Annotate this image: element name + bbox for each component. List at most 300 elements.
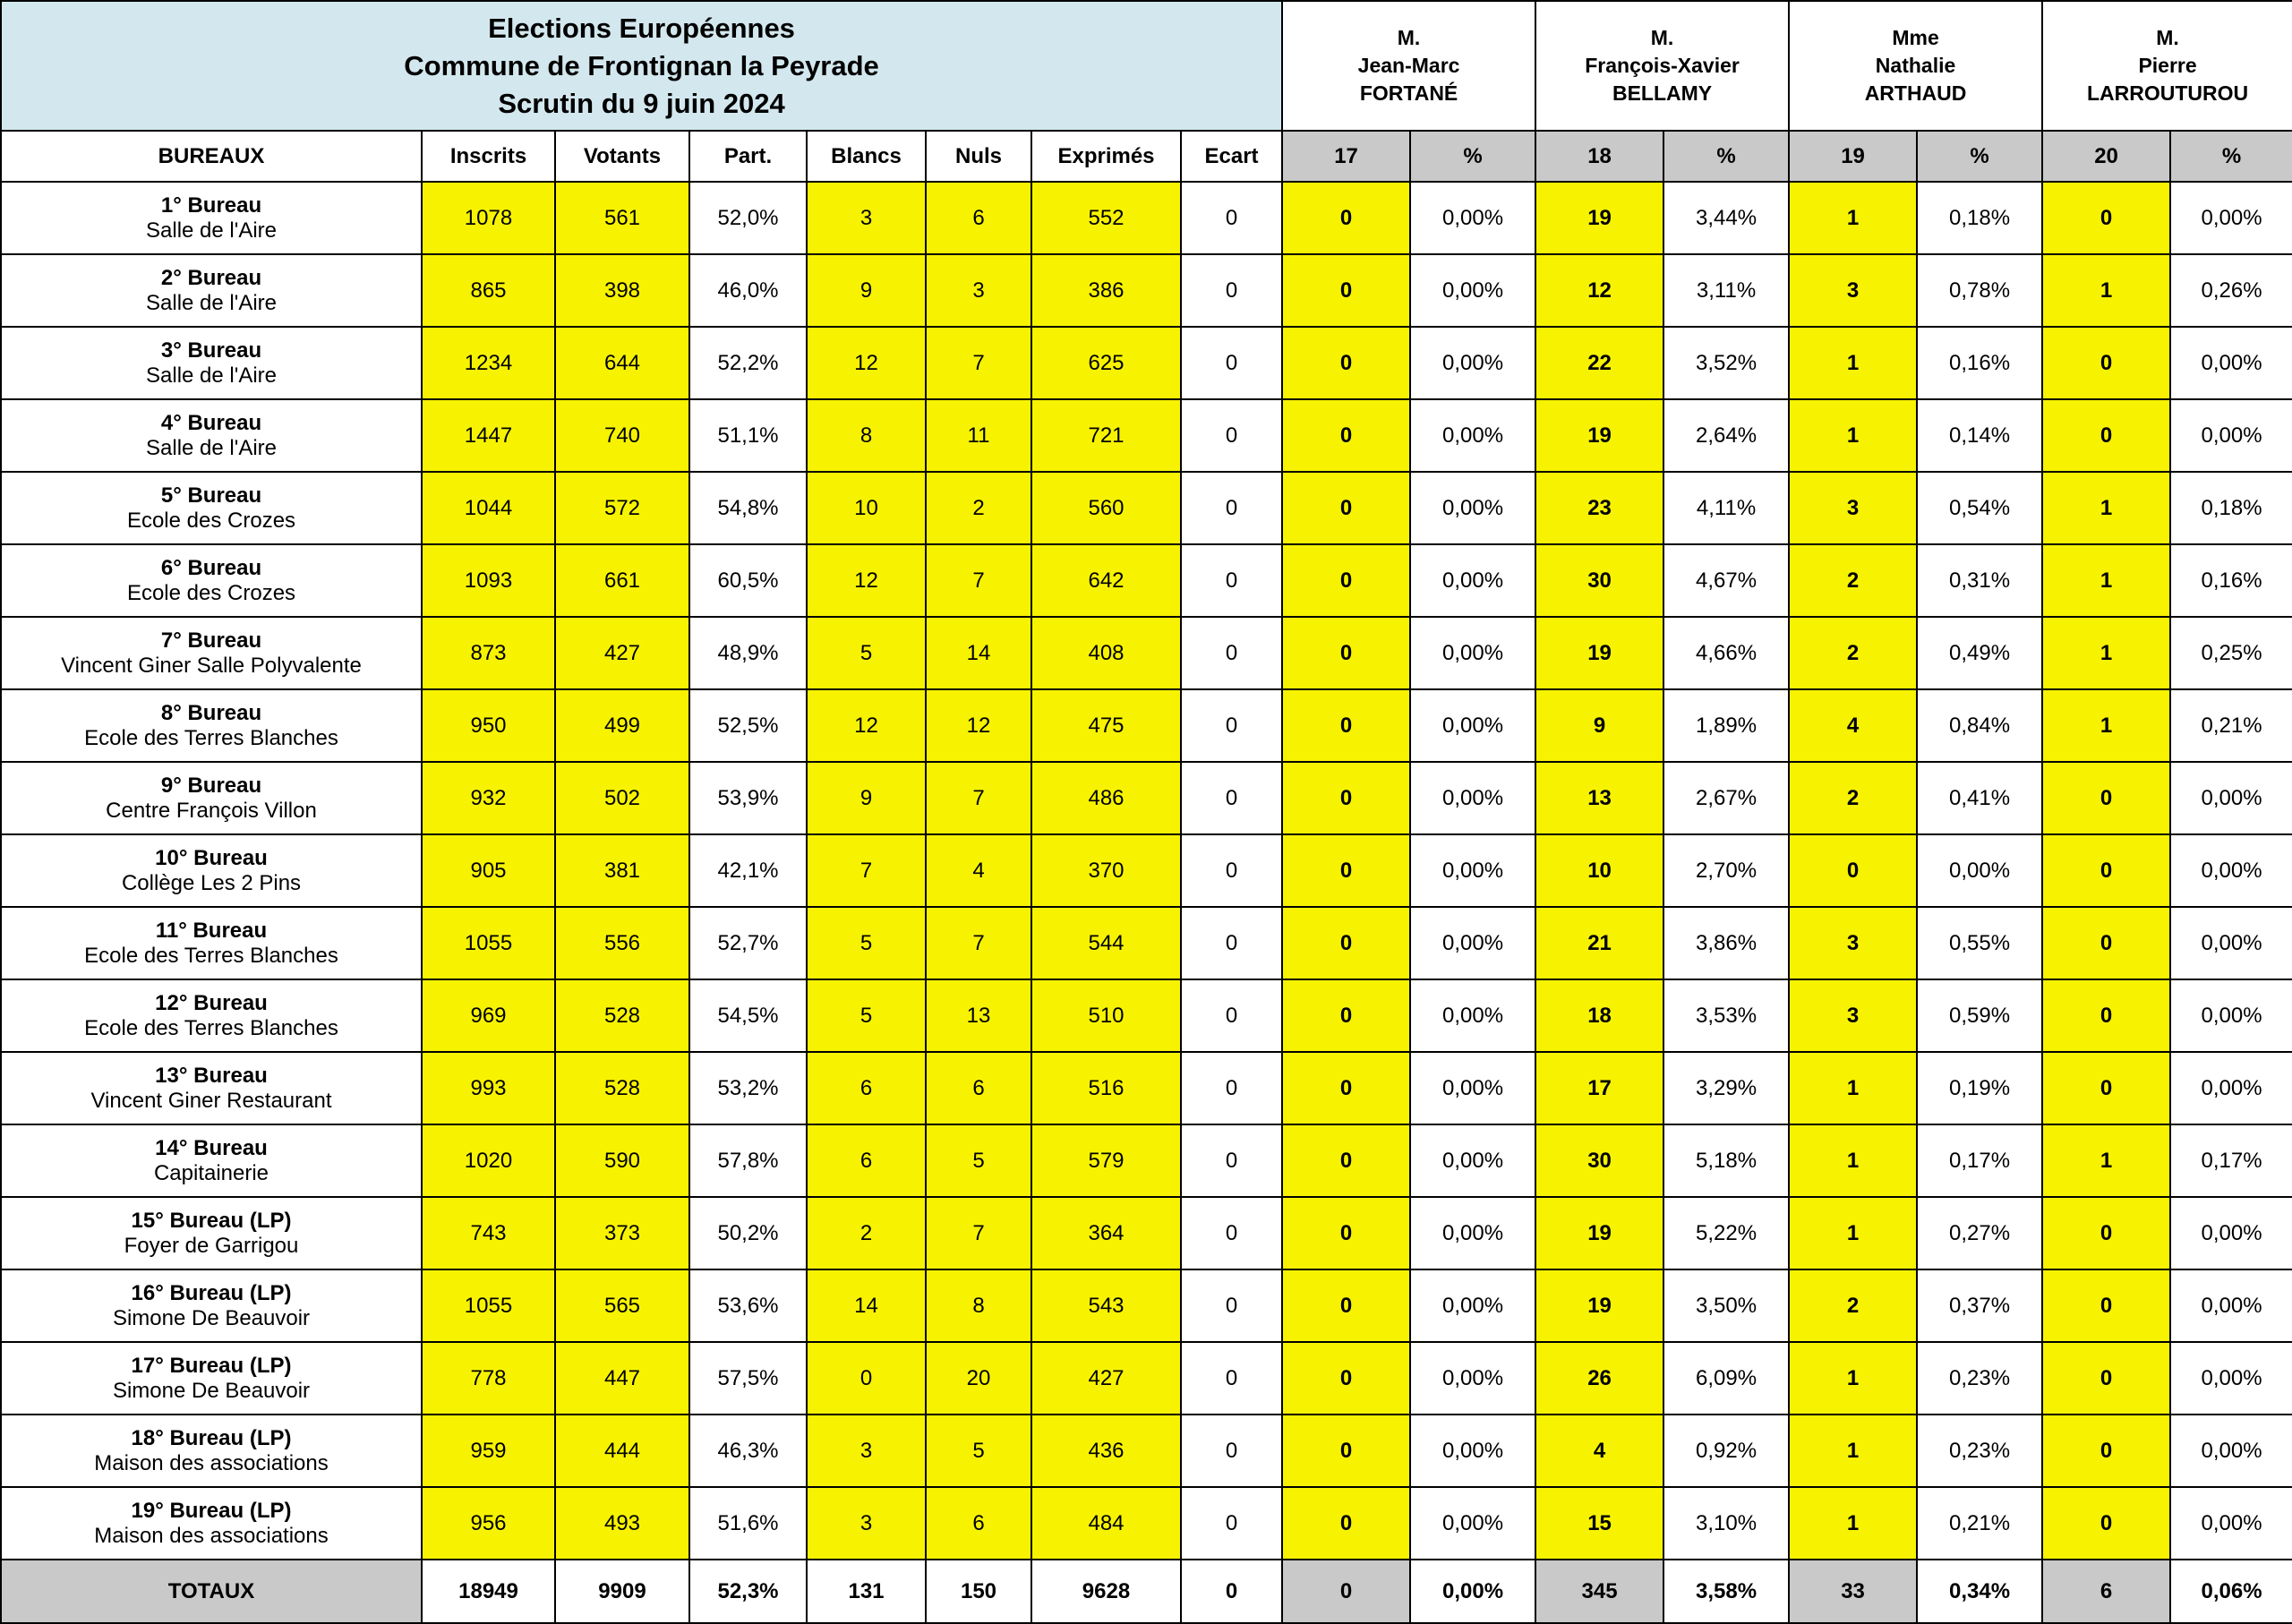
bureau-cell xyxy=(1,617,422,689)
candidate-civ: M. xyxy=(1650,26,1674,49)
cell-ecart: 0 xyxy=(1181,544,1282,617)
total-p19: 0,34% xyxy=(1917,1560,2042,1623)
title-line-2: Commune de Frontignan la Peyrade xyxy=(404,49,879,81)
cell-exprimes: 364 xyxy=(1031,1197,1181,1269)
cell-p17: 0,00% xyxy=(1410,1342,1535,1415)
bureau-cell xyxy=(1,1269,422,1342)
bureau-lp-tag: (LP) xyxy=(249,1208,292,1233)
candidate-header-17 xyxy=(1282,1,1535,131)
cell-p17: 0,00% xyxy=(1410,182,1535,254)
cell-inscrits: 778 xyxy=(422,1342,555,1415)
cell-c18: 26 xyxy=(1535,1342,1663,1415)
col-header-exprimes: Exprimés xyxy=(1031,131,1181,182)
bureau-name: Capitainerie xyxy=(153,1160,269,1185)
cell-ecart: 0 xyxy=(1181,472,1282,544)
cell-p17: 0,00% xyxy=(1410,1415,1535,1487)
cell-c17: 0 xyxy=(1282,1269,1410,1342)
cell-part: 51,1% xyxy=(689,399,807,472)
total-c17: 0 xyxy=(1282,1560,1410,1623)
cell-nuls: 7 xyxy=(926,327,1031,399)
cell-votants: 561 xyxy=(555,182,689,254)
candidate-last-name: FORTANÉ xyxy=(1359,81,1458,105)
cell-p19: 0,27% xyxy=(1917,1197,2042,1269)
cell-p18: 3,52% xyxy=(1663,327,1789,399)
cell-nuls: 12 xyxy=(926,689,1031,762)
bureau-cell xyxy=(1,979,422,1052)
cell-ecart: 0 xyxy=(1181,1415,1282,1487)
bureau-cell xyxy=(1,1487,422,1560)
cell-blancs: 3 xyxy=(807,1415,926,1487)
cell-c18: 23 xyxy=(1535,472,1663,544)
cell-p18: 4,11% xyxy=(1663,472,1789,544)
cell-exprimes: 642 xyxy=(1031,544,1181,617)
cell-c19: 1 xyxy=(1789,1487,1917,1560)
bureau-cell xyxy=(1,254,422,327)
col-header-number-17: 17 xyxy=(1282,131,1410,182)
cell-p19: 0,31% xyxy=(1917,544,2042,617)
cell-p17: 0,00% xyxy=(1410,617,1535,689)
cell-p17: 0,00% xyxy=(1410,1487,1535,1560)
cell-c17: 0 xyxy=(1282,979,1410,1052)
col-header-number-20: 20 xyxy=(2042,131,2170,182)
cell-c17: 0 xyxy=(1282,399,1410,472)
cell-c20: 1 xyxy=(2042,254,2170,327)
bureau-cell xyxy=(1,1342,422,1415)
cell-p17: 0,00% xyxy=(1410,1124,1535,1197)
cell-c17: 0 xyxy=(1282,762,1410,834)
cell-p17: 0,00% xyxy=(1410,1052,1535,1124)
cell-nuls: 5 xyxy=(926,1415,1031,1487)
cell-nuls: 6 xyxy=(926,1052,1031,1124)
cell-p18: 5,18% xyxy=(1663,1124,1789,1197)
table-row xyxy=(1,544,2292,617)
candidate-civ: M. xyxy=(2156,26,2179,49)
cell-p17: 0,00% xyxy=(1410,689,1535,762)
cell-p18: 2,67% xyxy=(1663,762,1789,834)
cell-ecart: 0 xyxy=(1181,1269,1282,1342)
cell-c20: 0 xyxy=(2042,327,2170,399)
cell-p19: 0,49% xyxy=(1917,617,2042,689)
cell-blancs: 12 xyxy=(807,544,926,617)
total-c18: 345 xyxy=(1535,1560,1663,1623)
column-header-row xyxy=(1,131,2292,182)
bureau-number: 4° Bureau xyxy=(160,410,262,435)
cell-c20: 0 xyxy=(2042,979,2170,1052)
cell-c20: 0 xyxy=(2042,1197,2170,1269)
col-header-blancs: Blancs xyxy=(807,131,926,182)
bureau-cell xyxy=(1,1124,422,1197)
cell-p18: 3,11% xyxy=(1663,254,1789,327)
cell-p18: 4,67% xyxy=(1663,544,1789,617)
cell-p19: 0,19% xyxy=(1917,1052,2042,1124)
cell-part: 52,5% xyxy=(689,689,807,762)
cell-p18: 3,86% xyxy=(1663,907,1789,979)
cell-c20: 1 xyxy=(2042,544,2170,617)
cell-part: 51,6% xyxy=(689,1487,807,1560)
cell-p17: 0,00% xyxy=(1410,472,1535,544)
cell-c17: 0 xyxy=(1282,1415,1410,1487)
cell-part: 42,1% xyxy=(689,834,807,907)
cell-c18: 17 xyxy=(1535,1052,1663,1124)
cell-exprimes: 579 xyxy=(1031,1124,1181,1197)
cell-votants: 644 xyxy=(555,327,689,399)
cell-votants: 661 xyxy=(555,544,689,617)
cell-p18: 3,10% xyxy=(1663,1487,1789,1560)
cell-p20: 0,00% xyxy=(2170,979,2292,1052)
cell-votants: 556 xyxy=(555,907,689,979)
cell-ecart: 0 xyxy=(1181,1197,1282,1269)
cell-exprimes: 484 xyxy=(1031,1487,1181,1560)
cell-p17: 0,00% xyxy=(1410,254,1535,327)
cell-c20: 1 xyxy=(2042,689,2170,762)
cell-p17: 0,00% xyxy=(1410,399,1535,472)
cell-blancs: 6 xyxy=(807,1124,926,1197)
cell-p20: 0,26% xyxy=(2170,254,2292,327)
cell-p20: 0,00% xyxy=(2170,1487,2292,1560)
bureau-name: Maison des associations xyxy=(94,1523,329,1548)
cell-c19: 2 xyxy=(1789,1269,1917,1342)
cell-nuls: 7 xyxy=(926,907,1031,979)
cell-part: 57,5% xyxy=(689,1342,807,1415)
cell-part: 53,9% xyxy=(689,762,807,834)
cell-votants: 427 xyxy=(555,617,689,689)
bureau-lp-tag: (LP) xyxy=(249,1353,292,1378)
cell-c19: 1 xyxy=(1789,327,1917,399)
cell-blancs: 6 xyxy=(807,1052,926,1124)
cell-c20: 0 xyxy=(2042,399,2170,472)
cell-votants: 740 xyxy=(555,399,689,472)
bureau-name: Centre François Villon xyxy=(106,798,317,823)
cell-c19: 2 xyxy=(1789,762,1917,834)
cell-part: 50,2% xyxy=(689,1197,807,1269)
cell-p19: 0,17% xyxy=(1917,1124,2042,1197)
bureau-name: Ecole des Terres Blanches xyxy=(84,1015,338,1040)
cell-inscrits: 1055 xyxy=(422,907,555,979)
cell-p17: 0,00% xyxy=(1410,834,1535,907)
cell-c19: 1 xyxy=(1789,1197,1917,1269)
cell-inscrits: 873 xyxy=(422,617,555,689)
cell-exprimes: 427 xyxy=(1031,1342,1181,1415)
bureau-lp-tag: (LP) xyxy=(249,1425,292,1450)
cell-c19: 1 xyxy=(1789,1052,1917,1124)
cell-inscrits: 932 xyxy=(422,762,555,834)
table-row xyxy=(1,399,2292,472)
cell-c18: 15 xyxy=(1535,1487,1663,1560)
table-row xyxy=(1,1197,2292,1269)
cell-p19: 0,37% xyxy=(1917,1269,2042,1342)
candidate-last-name: BELLAMY xyxy=(1612,81,1713,105)
bureau-lp-tag: (LP) xyxy=(249,1498,292,1523)
cell-c20: 0 xyxy=(2042,1052,2170,1124)
cell-exprimes: 486 xyxy=(1031,762,1181,834)
cell-p18: 2,70% xyxy=(1663,834,1789,907)
cell-c20: 0 xyxy=(2042,907,2170,979)
cell-c19: 1 xyxy=(1789,1415,1917,1487)
cell-nuls: 7 xyxy=(926,544,1031,617)
total-c19: 33 xyxy=(1789,1560,1917,1623)
cell-exprimes: 516 xyxy=(1031,1052,1181,1124)
candidate-header-18 xyxy=(1535,1,1789,131)
bureau-number: 5° Bureau xyxy=(160,483,262,508)
cell-blancs: 9 xyxy=(807,254,926,327)
cell-c20: 0 xyxy=(2042,182,2170,254)
cell-c17: 0 xyxy=(1282,1197,1410,1269)
cell-c19: 2 xyxy=(1789,617,1917,689)
cell-p20: 0,00% xyxy=(2170,1052,2292,1124)
table-row xyxy=(1,254,2292,327)
cell-c20: 0 xyxy=(2042,1342,2170,1415)
cell-nuls: 4 xyxy=(926,834,1031,907)
cell-p18: 3,50% xyxy=(1663,1269,1789,1342)
cell-votants: 565 xyxy=(555,1269,689,1342)
cell-inscrits: 959 xyxy=(422,1415,555,1487)
bureau-number: 6° Bureau xyxy=(160,555,262,580)
cell-p17: 0,00% xyxy=(1410,979,1535,1052)
table-row xyxy=(1,1052,2292,1124)
bureau-cell xyxy=(1,472,422,544)
cell-inscrits: 743 xyxy=(422,1197,555,1269)
cell-exprimes: 475 xyxy=(1031,689,1181,762)
cell-exprimes: 510 xyxy=(1031,979,1181,1052)
cell-p17: 0,00% xyxy=(1410,907,1535,979)
cell-part: 53,2% xyxy=(689,1052,807,1124)
cell-ecart: 0 xyxy=(1181,834,1282,907)
cell-nuls: 2 xyxy=(926,472,1031,544)
cell-part: 46,0% xyxy=(689,254,807,327)
cell-c20: 1 xyxy=(2042,617,2170,689)
bureau-cell xyxy=(1,1415,422,1487)
cell-c18: 4 xyxy=(1535,1415,1663,1487)
cell-p19: 0,78% xyxy=(1917,254,2042,327)
cell-votants: 381 xyxy=(555,834,689,907)
table-row xyxy=(1,762,2292,834)
cell-inscrits: 969 xyxy=(422,979,555,1052)
cell-part: 52,2% xyxy=(689,327,807,399)
cell-c19: 3 xyxy=(1789,254,1917,327)
cell-nuls: 11 xyxy=(926,399,1031,472)
cell-p19: 0,55% xyxy=(1917,907,2042,979)
cell-exprimes: 721 xyxy=(1031,399,1181,472)
cell-p18: 3,29% xyxy=(1663,1052,1789,1124)
cell-blancs: 0 xyxy=(807,1342,926,1415)
bureau-name: Vincent Giner Salle Polyvalente xyxy=(61,653,362,678)
bureau-number: 1° Bureau xyxy=(160,192,262,218)
cell-p18: 4,66% xyxy=(1663,617,1789,689)
cell-nuls: 6 xyxy=(926,182,1031,254)
cell-p20: 0,21% xyxy=(2170,689,2292,762)
bureau-number: 7° Bureau xyxy=(160,628,262,653)
total-nuls: 150 xyxy=(926,1560,1031,1623)
cell-nuls: 20 xyxy=(926,1342,1031,1415)
cell-c17: 0 xyxy=(1282,1124,1410,1197)
bureau-number: 19° Bureau xyxy=(131,1498,244,1523)
bureau-cell xyxy=(1,762,422,834)
bureau-cell xyxy=(1,834,422,907)
bureau-name: Ecole des Terres Blanches xyxy=(84,725,338,750)
cell-p19: 0,21% xyxy=(1917,1487,2042,1560)
cell-c17: 0 xyxy=(1282,472,1410,544)
cell-p17: 0,00% xyxy=(1410,1197,1535,1269)
col-header-part: Part. xyxy=(689,131,807,182)
cell-c18: 22 xyxy=(1535,327,1663,399)
cell-p17: 0,00% xyxy=(1410,762,1535,834)
table-row xyxy=(1,1487,2292,1560)
cell-ecart: 0 xyxy=(1181,1124,1282,1197)
bureau-name: Simone De Beauvoir xyxy=(112,1378,311,1403)
cell-c18: 21 xyxy=(1535,907,1663,979)
cell-c20: 0 xyxy=(2042,1269,2170,1342)
bureau-number: 9° Bureau xyxy=(160,773,262,798)
cell-c19: 3 xyxy=(1789,472,1917,544)
col-header-number-19: 19 xyxy=(1789,131,1917,182)
total-exprimes: 9628 xyxy=(1031,1560,1181,1623)
cell-c18: 18 xyxy=(1535,979,1663,1052)
cell-inscrits: 1020 xyxy=(422,1124,555,1197)
cell-exprimes: 560 xyxy=(1031,472,1181,544)
candidate-first-name: Nathalie xyxy=(1875,54,1956,77)
cell-c17: 0 xyxy=(1282,544,1410,617)
cell-p20: 0,16% xyxy=(2170,544,2292,617)
cell-p19: 0,54% xyxy=(1917,472,2042,544)
cell-part: 48,9% xyxy=(689,617,807,689)
cell-p20: 0,00% xyxy=(2170,1197,2292,1269)
cell-c17: 0 xyxy=(1282,907,1410,979)
cell-nuls: 13 xyxy=(926,979,1031,1052)
cell-p20: 0,00% xyxy=(2170,1415,2292,1487)
cell-p17: 0,00% xyxy=(1410,544,1535,617)
cell-c18: 12 xyxy=(1535,254,1663,327)
cell-c18: 19 xyxy=(1535,1197,1663,1269)
cell-c17: 0 xyxy=(1282,327,1410,399)
cell-nuls: 7 xyxy=(926,1197,1031,1269)
cell-blancs: 12 xyxy=(807,689,926,762)
cell-p19: 0,18% xyxy=(1917,182,2042,254)
cell-ecart: 0 xyxy=(1181,1052,1282,1124)
cell-p18: 5,22% xyxy=(1663,1197,1789,1269)
cell-p20: 0,25% xyxy=(2170,617,2292,689)
cell-votants: 373 xyxy=(555,1197,689,1269)
cell-inscrits: 950 xyxy=(422,689,555,762)
bureau-number: 14° Bureau xyxy=(155,1135,268,1160)
cell-nuls: 14 xyxy=(926,617,1031,689)
bureau-name: Maison des associations xyxy=(94,1450,329,1475)
cell-blancs: 5 xyxy=(807,617,926,689)
cell-c19: 3 xyxy=(1789,907,1917,979)
table-row xyxy=(1,1269,2292,1342)
title-row xyxy=(1,1,2292,131)
cell-inscrits: 1055 xyxy=(422,1269,555,1342)
cell-blancs: 2 xyxy=(807,1197,926,1269)
cell-ecart: 0 xyxy=(1181,1487,1282,1560)
col-header-nuls: Nuls xyxy=(926,131,1031,182)
cell-c18: 30 xyxy=(1535,544,1663,617)
cell-votants: 528 xyxy=(555,979,689,1052)
total-part: 52,3% xyxy=(689,1560,807,1623)
cell-ecart: 0 xyxy=(1181,327,1282,399)
bureau-number: 16° Bureau xyxy=(131,1280,244,1305)
total-p17: 0,00% xyxy=(1410,1560,1535,1623)
bureau-number: 3° Bureau xyxy=(160,338,262,363)
col-header-pct-19: % xyxy=(1917,131,2042,182)
bureau-number: 15° Bureau xyxy=(131,1208,244,1233)
cell-votants: 444 xyxy=(555,1415,689,1487)
total-votants: 9909 xyxy=(555,1560,689,1623)
cell-votants: 572 xyxy=(555,472,689,544)
cell-nuls: 8 xyxy=(926,1269,1031,1342)
cell-exprimes: 386 xyxy=(1031,254,1181,327)
cell-c19: 3 xyxy=(1789,979,1917,1052)
cell-inscrits: 1447 xyxy=(422,399,555,472)
cell-c19: 1 xyxy=(1789,1124,1917,1197)
cell-p17: 0,00% xyxy=(1410,1269,1535,1342)
col-header-votants: Votants xyxy=(555,131,689,182)
table-row xyxy=(1,1415,2292,1487)
candidate-last-name: LARROUTUROU xyxy=(2086,81,2249,105)
totals-row xyxy=(1,1560,2292,1623)
cell-blancs: 7 xyxy=(807,834,926,907)
candidate-first-name: Jean-Marc xyxy=(1357,54,1460,77)
cell-inscrits: 993 xyxy=(422,1052,555,1124)
cell-p18: 2,64% xyxy=(1663,399,1789,472)
cell-blancs: 14 xyxy=(807,1269,926,1342)
total-p20: 0,06% xyxy=(2170,1560,2292,1623)
total-c20: 6 xyxy=(2042,1560,2170,1623)
cell-inscrits: 865 xyxy=(422,254,555,327)
cell-exprimes: 408 xyxy=(1031,617,1181,689)
cell-exprimes: 544 xyxy=(1031,907,1181,979)
cell-c19: 1 xyxy=(1789,399,1917,472)
cell-blancs: 9 xyxy=(807,762,926,834)
cell-ecart: 0 xyxy=(1181,979,1282,1052)
cell-p20: 0,00% xyxy=(2170,1342,2292,1415)
bureau-name: Ecole des Crozes xyxy=(126,508,296,533)
totals-label: TOTAUX xyxy=(1,1560,422,1623)
title-line-3: Scrutin du 9 juin 2024 xyxy=(498,87,785,119)
bureau-number: 2° Bureau xyxy=(160,265,262,290)
bureau-name: Foyer de Garrigou xyxy=(124,1233,299,1258)
cell-part: 52,7% xyxy=(689,907,807,979)
cell-exprimes: 543 xyxy=(1031,1269,1181,1342)
cell-c20: 1 xyxy=(2042,472,2170,544)
bureau-name: Salle de l'Aire xyxy=(146,435,277,460)
table-row xyxy=(1,472,2292,544)
col-header-pct-20: % xyxy=(2170,131,2292,182)
cell-c19: 1 xyxy=(1789,182,1917,254)
cell-part: 60,5% xyxy=(689,544,807,617)
cell-p20: 0,00% xyxy=(2170,399,2292,472)
cell-p19: 0,23% xyxy=(1917,1415,2042,1487)
bureau-cell xyxy=(1,544,422,617)
bureau-name: Vincent Giner Restaurant xyxy=(90,1088,332,1113)
cell-ecart: 0 xyxy=(1181,617,1282,689)
candidate-first-name: François-Xavier xyxy=(1585,54,1740,77)
bureau-cell xyxy=(1,399,422,472)
cell-c18: 30 xyxy=(1535,1124,1663,1197)
cell-p19: 0,41% xyxy=(1917,762,2042,834)
cell-nuls: 5 xyxy=(926,1124,1031,1197)
total-p18: 3,58% xyxy=(1663,1560,1789,1623)
cell-p20: 0,17% xyxy=(2170,1124,2292,1197)
cell-ecart: 0 xyxy=(1181,762,1282,834)
cell-c17: 0 xyxy=(1282,617,1410,689)
cell-p20: 0,00% xyxy=(2170,182,2292,254)
cell-p18: 0,92% xyxy=(1663,1415,1789,1487)
cell-votants: 493 xyxy=(555,1487,689,1560)
cell-p17: 0,00% xyxy=(1410,327,1535,399)
cell-c18: 10 xyxy=(1535,834,1663,907)
cell-p19: 0,59% xyxy=(1917,979,2042,1052)
cell-p20: 0,18% xyxy=(2170,472,2292,544)
